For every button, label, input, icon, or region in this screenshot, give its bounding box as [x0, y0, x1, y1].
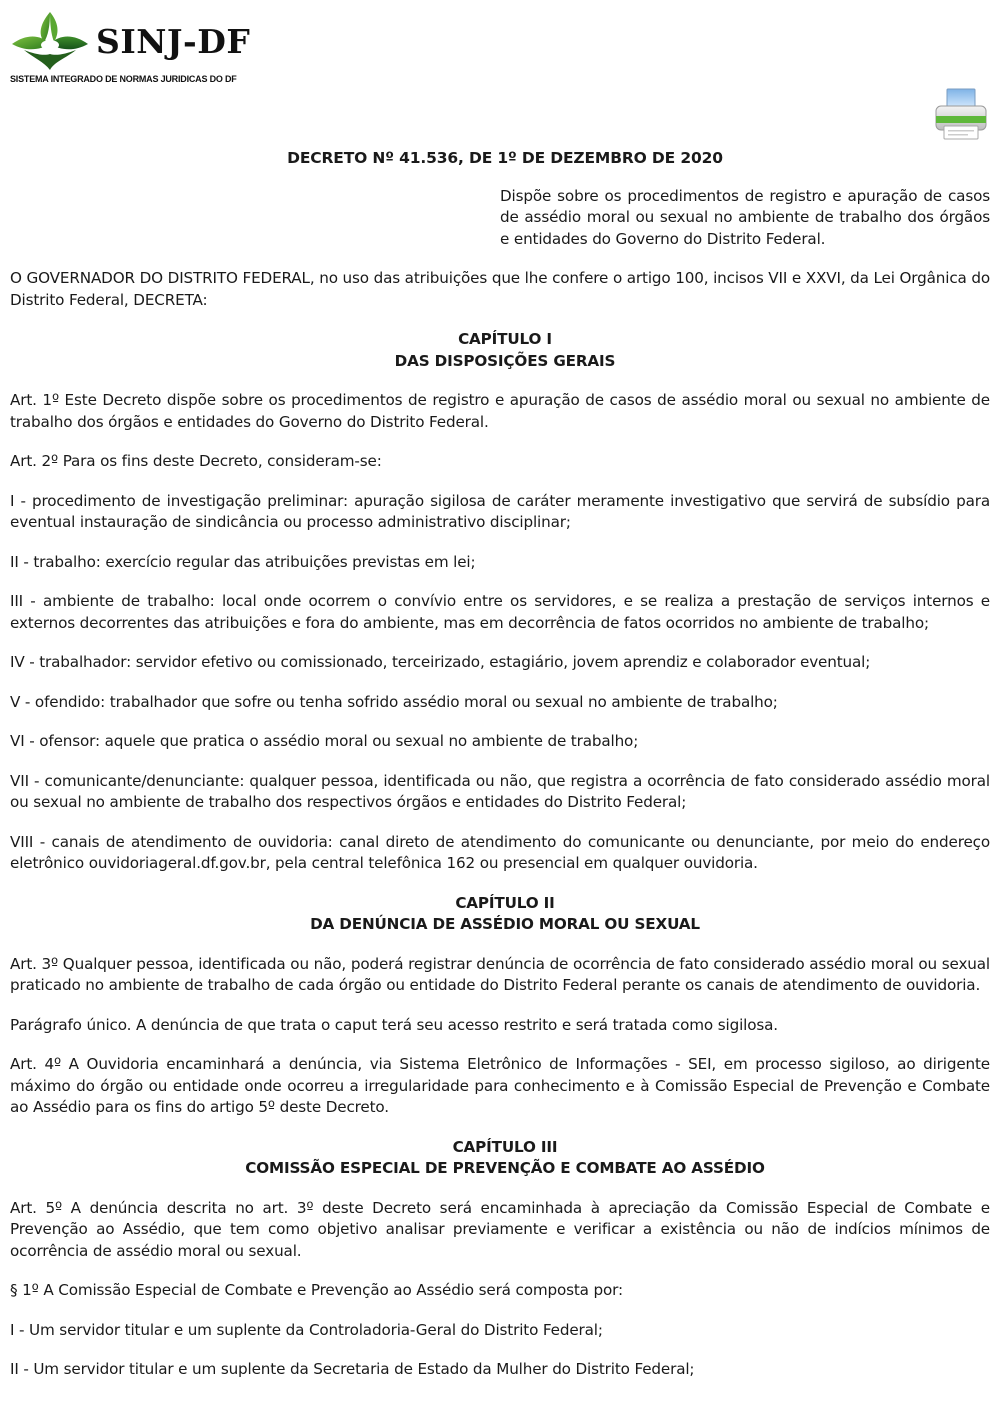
chapter-title: COMISSÃO ESPECIAL DE PREVENÇÃO E COMBATE AO ASSÉDIO [245, 1159, 765, 1177]
article-2: Art. 2º Para os fins deste Decreto, consideram-se: [10, 452, 382, 470]
article-2-item: IV - trabalhador: servidor efetivo ou comissionado, terceirizado, estagiário, jovem aprendiz e colaborador eventual; [10, 653, 871, 671]
article-1: Art. 1º Este Decreto dispõe sobre os procedimentos de registro e apuração de casos de assédio moral ou sexual no ambiente de trabalho dos órgãos e entidades do Governo do Distrito Federal. [10, 391, 990, 431]
chapter-title: DAS DISPOSIÇÕES GERAIS [394, 351, 616, 370]
printer-icon [932, 86, 990, 144]
article-2-item: I - procedimento de investigação preliminar: apuração sigilosa de caráter meramente investigativo que servirá de subsídio para eventual instauração de sindicância ou processo administrativo disciplinar; [10, 491, 990, 531]
logo-subtitle: SISTEMA INTEGRADO DE NORMAS JURIDICAS DO DF [10, 74, 237, 84]
article-2-item: VI - ofensor: aquele que pratica o assédio moral ou sexual no ambiente de trabalho; [10, 732, 639, 750]
logo-name: SINJ-DF [96, 22, 251, 61]
article-2-item: III - ambiente de trabalho: local onde ocorrem o convívio entre os servidores, e se realiza a prestação de serviços internos e externos decorrentes das atribuições e fora do ambiente, mas em decorrência de fatos ocorridos no ambiente de trabalho; [10, 592, 990, 632]
article-2-item: V - ofendido: trabalhador que sofre ou tenha sofrido assédio moral ou sexual no ambiente de trabalho; [10, 692, 778, 711]
decree-title: DECRETO Nº 41.536, DE 1º DE DEZEMBRO DE 2020 [287, 149, 723, 167]
article-2-item: VIII - canais de atendimento de ouvidoria: canal direto de atendimento do comunicante ou denunciante, por meio do endereço eletrônico ouvidoriageral.df.gov.br, pela central telefônica 162 ou presencial em qualquer ouvidoria. [10, 832, 990, 872]
chapter-number: CAPÍTULO I [458, 330, 552, 348]
decree-document [10, 148, 990, 1399]
decree-preamble: O GOVERNADOR DO DISTRITO FEDERAL, no uso das atribuições que lhe confere o artigo 100, incisos VII e XXVI, da Lei Orgânica do Distrito Federal, DECRETA: [10, 269, 990, 309]
chapter-heading [10, 893, 990, 936]
article-3-paragraph: Parágrafo único. A denúncia de que trata o caput terá seu acesso restrito e será tratada como sigilosa. [10, 1015, 778, 1034]
sinj-df-leaf-logo-icon [10, 10, 90, 72]
article-5-item: I - Um servidor titular e um suplente da Controladoria-Geral do Distrito Federal; [10, 1320, 603, 1339]
chapter-title: DA DENÚNCIA DE ASSÉDIO MORAL OU SEXUAL [310, 915, 700, 933]
article-5-item: II - Um servidor titular e um suplente da Secretaria de Estado da Mulher do Distrito Federal; [10, 1360, 695, 1378]
chapter-number: CAPÍTULO II [455, 893, 555, 912]
print-button[interactable] [932, 86, 990, 144]
article-2-item: II - trabalho: exercício regular das atribuições previstas em lei; [10, 552, 476, 571]
page-header [10, 8, 990, 148]
article-2-item: VII - comunicante/denunciante: qualquer pessoa, identificada ou não, que registra a ocorrência de fato considerado assédio moral ou sexual no ambiente de trabalho dos respectivos órgãos e entidades do Distrito Federal; [10, 771, 990, 811]
article-5-paragraph-1: § 1º A Comissão Especial de Combate e Prevenção ao Assédio será composta por: [10, 1281, 623, 1299]
chapter-heading [10, 1137, 990, 1180]
chapter-number: CAPÍTULO III [452, 1137, 558, 1156]
sinj-df-logo[interactable] [10, 8, 270, 88]
decree-ementa: Dispõe sobre os procedimentos de registro e apuração de casos de assédio moral ou sexual no ambiente de trabalho dos órgãos e entidades do Governo do Distrito Federal. [500, 186, 990, 248]
article-3: Art. 3º Qualquer pessoa, identificada ou não, poderá registrar denúncia de ocorrência de fato considerado assédio moral ou sexual praticado no ambiente de trabalho de cada órgão ou entidade do Distrito Federal perante os canais de atendimento de ouvidoria. [10, 954, 990, 994]
chapter-heading [10, 329, 990, 372]
article-5: Art. 5º A denúncia descrita no art. 3º deste Decreto será encaminhada à apreciação da Comissão Especial de Combate e Prevenção ao Assédio, que tem como objetivo analisar previamente e verificar a existência ou não de indícios mínimos de ocorrência de assédio moral ou sexual. [10, 1198, 990, 1260]
article-4: Art. 4º A Ouvidoria encaminhará a denúncia, via Sistema Eletrônico de Informações - SEI, em processo sigiloso, ao dirigente máximo do órgão ou entidade onde ocorreu a irregularidade para conhecimento e à Comissão Especial de Prevenção e Combate ao Assédio para os fins do artigo 5º deste Decreto. [10, 1055, 990, 1116]
